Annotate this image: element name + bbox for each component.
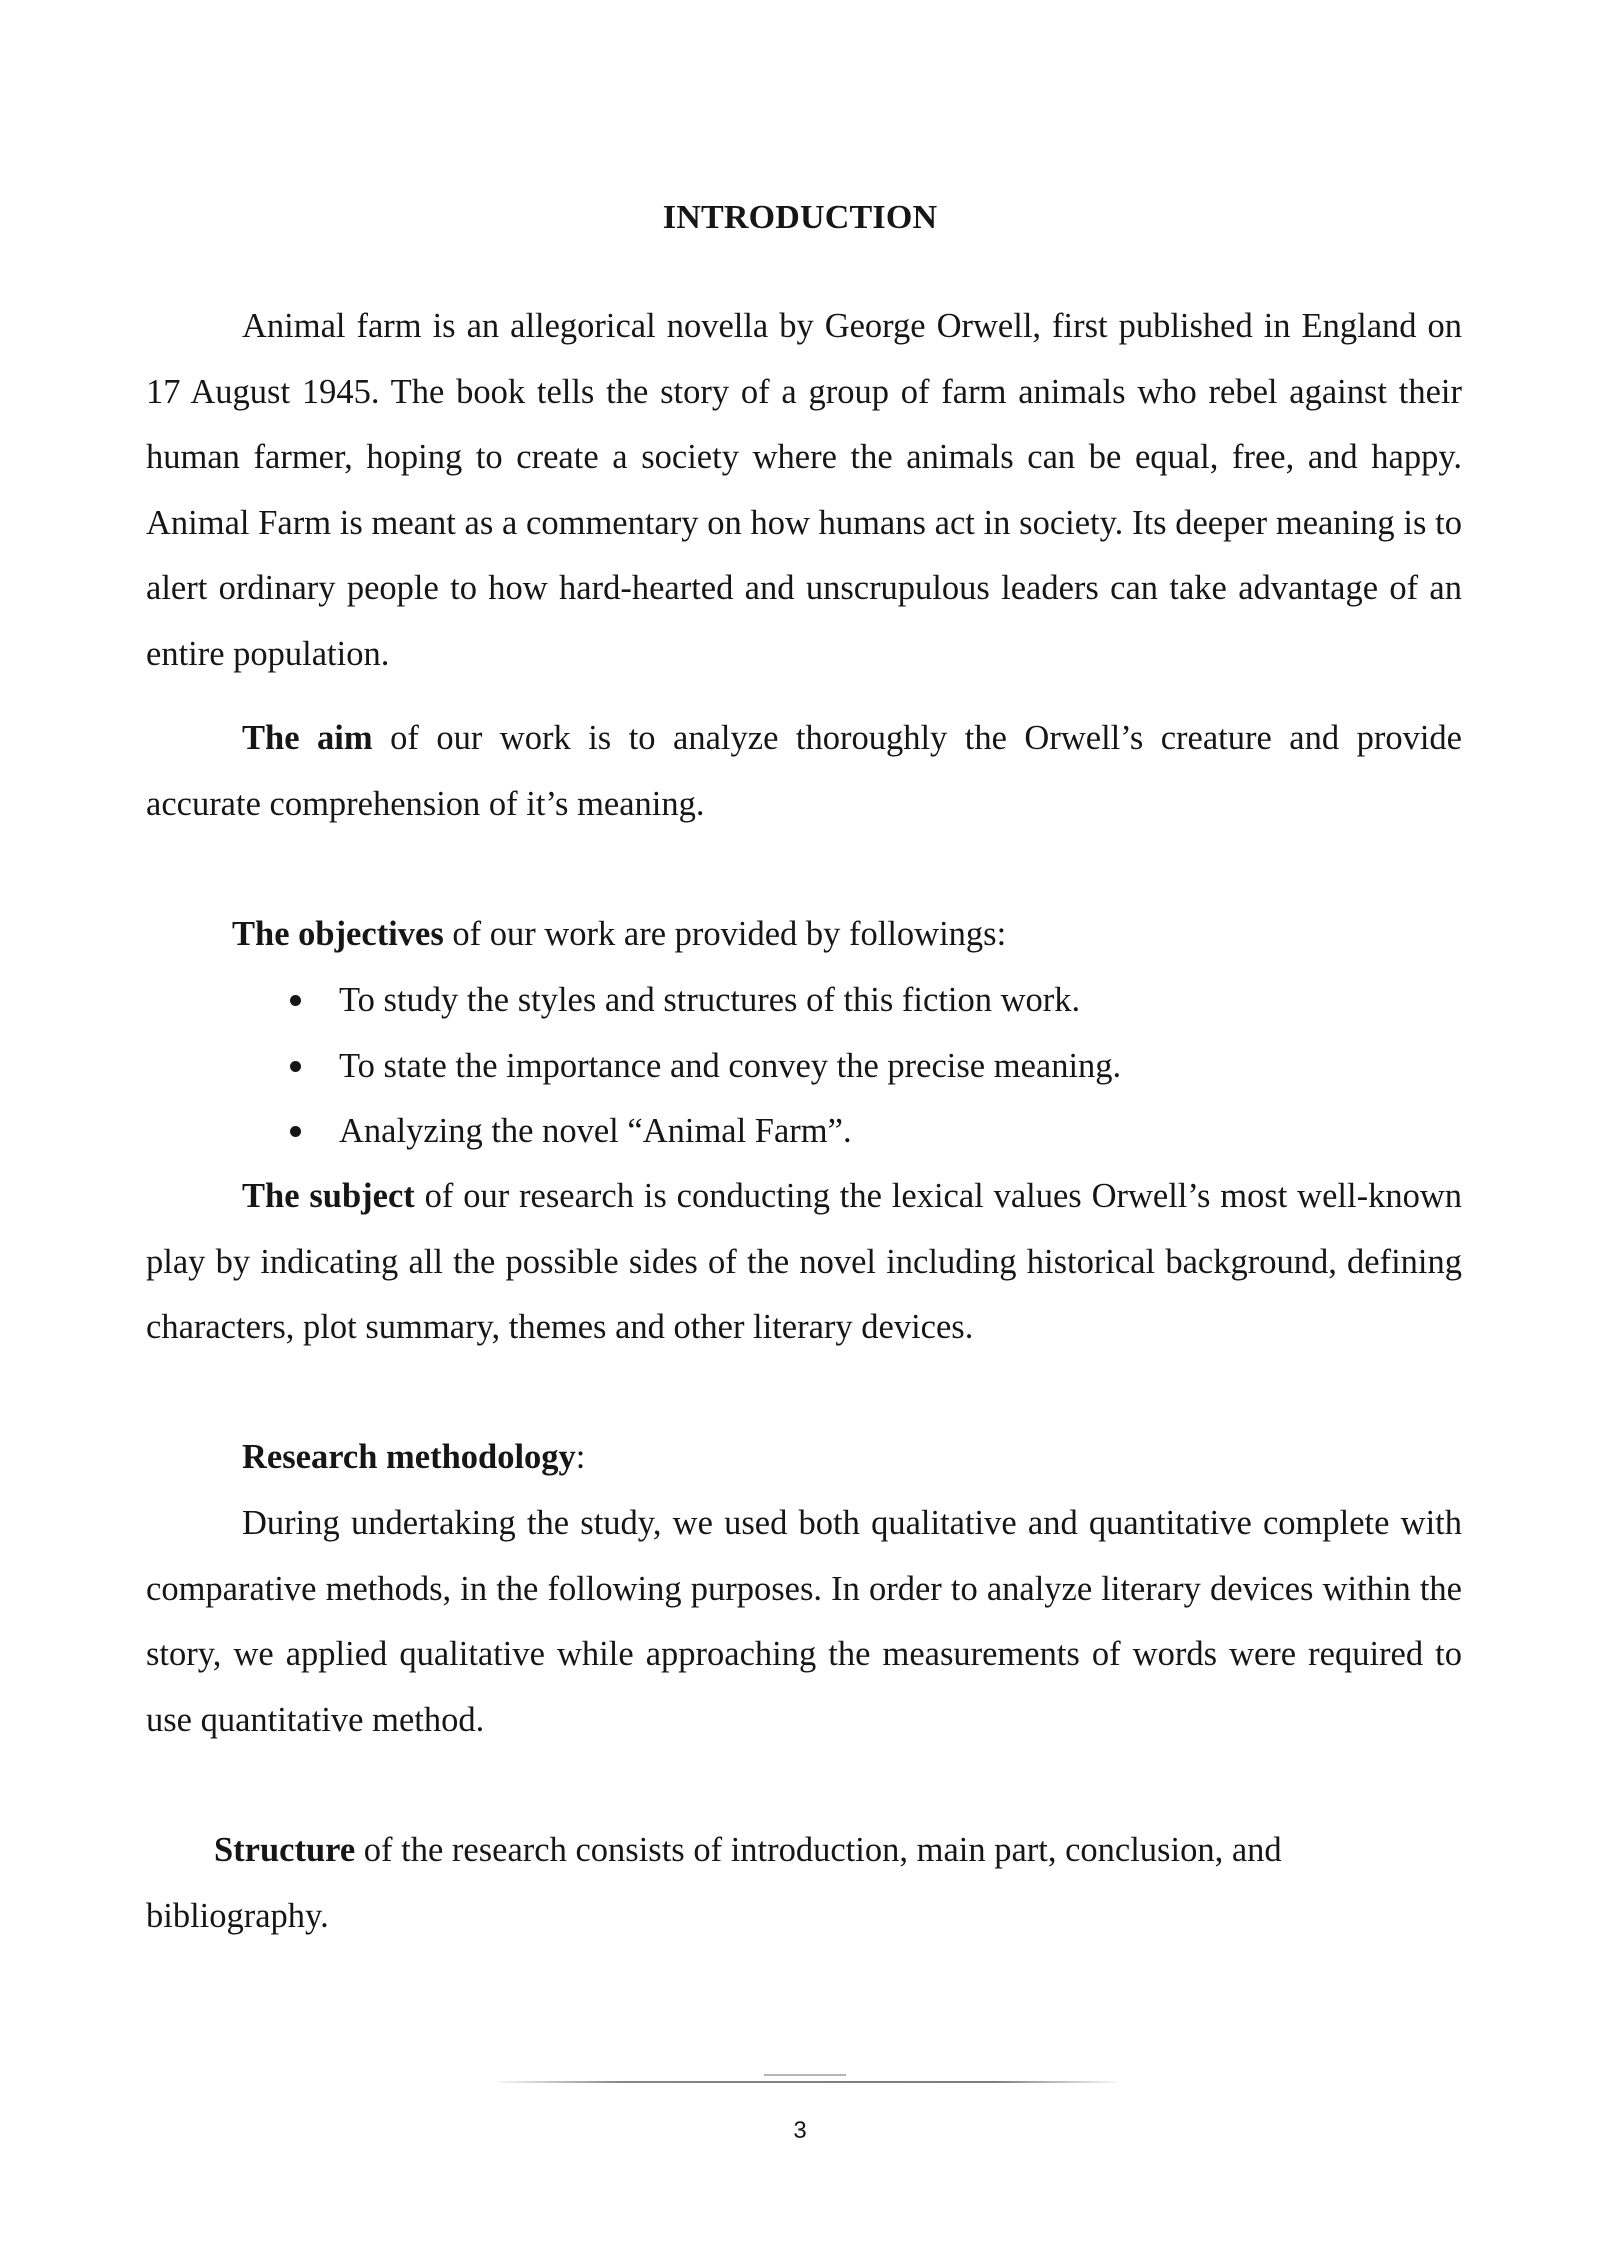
page-number: 3 (793, 2117, 807, 2144)
list-item (0, 968, 1600, 1034)
bullet-icon (290, 1061, 301, 1072)
list-item-text: To state the importance and convey the precise meaning. (339, 1046, 1122, 1085)
bullet-icon (290, 995, 301, 1006)
list-item-text: Analyzing the novel “Animal Farm”. (339, 1112, 852, 1150)
footer-divider-mark (764, 2074, 846, 2076)
list-item (0, 1099, 1600, 1165)
subject-text: of our research is conducting the lexical values Orwell’s most well-known play by indicating all the possible sides of the novel including historical background, defining characters, plot summary, themes and other literary devices. (146, 1177, 1462, 1346)
objectives-label: The objectives (232, 915, 444, 953)
structure-text-line2: bibliography. (146, 1896, 329, 1935)
bullet-icon (290, 1126, 301, 1137)
intro-paragraph: Animal farm is an allegorical novella by George Orwell, first published in England on 17 August 1945. The book tells the story of a group of farm animals who rebel against their human farmer, hoping to create a society where the animals can be equal, free, and happy. Animal Farm is meant as a commentary on how humans act in society. Its deeper meaning is to alert ordinary people to how hard-hearted and unscrupulous leaders can take advantage of an entire population. (146, 307, 1462, 673)
subject-paragraph (146, 1164, 1462, 1361)
objectives-list (0, 968, 1600, 1165)
footer-divider (498, 2081, 1116, 2083)
subject-label: The subject (242, 1177, 415, 1215)
structure-paragraph (146, 1818, 1462, 1949)
structure-label: Structure (214, 1831, 356, 1869)
list-item (0, 1034, 1600, 1100)
structure-text-line1: of the research consists of introduction, main part, conclusion, and (355, 1831, 1282, 1869)
aim-label: The aim (242, 719, 373, 757)
objectives-intro (232, 902, 1462, 968)
methodology-label: Research methodology (242, 1438, 576, 1476)
aim-paragraph (146, 706, 1462, 837)
aim-text: of our work is to analyze thoroughly the Orwell’s creature and provide accurate comprehension of it’s meaning. (146, 719, 1462, 823)
page-title: INTRODUCTION (662, 199, 938, 236)
methodology-colon: : (575, 1438, 586, 1476)
objectives-text: of our work are provided by followings: (443, 915, 1007, 953)
methodology-paragraph: During undertaking the study, we used both qualitative and quantitative complete with comparative methods, in the following purposes. In order to analyze literary devices within the story, we applied qualitative while approaching the measurements of words were required to use quantitative method. (146, 1504, 1462, 1739)
list-item-text: To study the styles and structures of this fiction work. (339, 981, 1081, 1019)
methodology-heading (242, 1425, 1462, 1491)
